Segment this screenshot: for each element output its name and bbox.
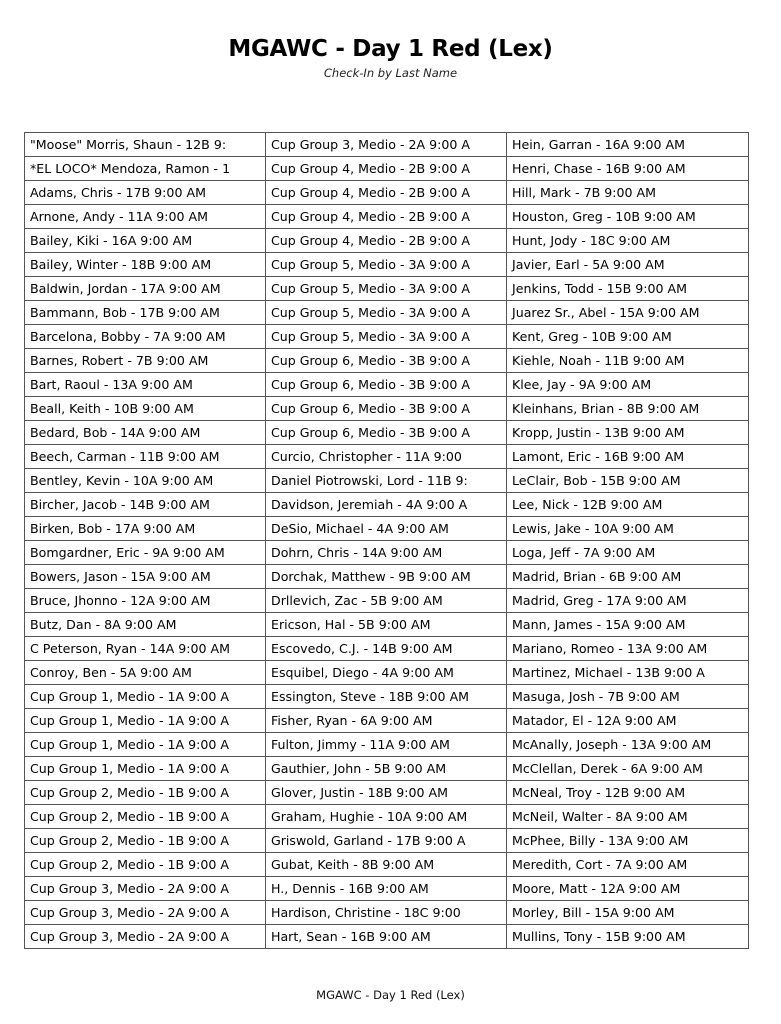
table-cell: Arnone, Andy - 11A 9:00 AM (25, 205, 266, 229)
table-cell: McNeil, Walter - 8A 9:00 AM (507, 805, 749, 829)
table-cell: Baldwin, Jordan - 17A 9:00 AM (25, 277, 266, 301)
table-cell: Hart, Sean - 16B 9:00 AM (266, 925, 507, 949)
table-row (25, 229, 749, 253)
table-cell: Kent, Greg - 10B 9:00 AM (507, 325, 749, 349)
table-cell: Klee, Jay - 9A 9:00 AM (507, 373, 749, 397)
table-cell: Hunt, Jody - 18C 9:00 AM (507, 229, 749, 253)
table-cell: Bircher, Jacob - 14B 9:00 AM (25, 493, 266, 517)
table-cell: Daniel Piotrowski, Lord - 11B 9: (266, 469, 507, 493)
table-cell: Cup Group 2, Medio - 1B 9:00 A (25, 781, 266, 805)
table-cell: Fulton, Jimmy - 11A 9:00 AM (266, 733, 507, 757)
table-row (25, 637, 749, 661)
table-row (25, 373, 749, 397)
table-row (25, 781, 749, 805)
table-cell: Cup Group 4, Medio - 2B 9:00 A (266, 157, 507, 181)
table-cell: Cup Group 4, Medio - 2B 9:00 A (266, 229, 507, 253)
table-row (25, 469, 749, 493)
table-cell: Cup Group 4, Medio - 2B 9:00 A (266, 181, 507, 205)
table-row (25, 733, 749, 757)
table-cell: Cup Group 3, Medio - 2A 9:00 A (25, 925, 266, 949)
table-cell: Bailey, Kiki - 16A 9:00 AM (25, 229, 266, 253)
table-cell: Butz, Dan - 8A 9:00 AM (25, 613, 266, 637)
table-cell: Davidson, Jeremiah - 4A 9:00 A (266, 493, 507, 517)
table-cell: Bentley, Kevin - 10A 9:00 AM (25, 469, 266, 493)
table-cell: Cup Group 3, Medio - 2A 9:00 A (25, 877, 266, 901)
table-row (25, 157, 749, 181)
table-cell: Kropp, Justin - 13B 9:00 AM (507, 421, 749, 445)
table-cell: Beech, Carman - 11B 9:00 AM (25, 445, 266, 469)
table-cell: Esquibel, Diego - 4A 9:00 AM (266, 661, 507, 685)
table-cell: Cup Group 6, Medio - 3B 9:00 A (266, 373, 507, 397)
table-cell: Cup Group 6, Medio - 3B 9:00 A (266, 349, 507, 373)
table-cell: Cup Group 1, Medio - 1A 9:00 A (25, 757, 266, 781)
table-cell: Javier, Earl - 5A 9:00 AM (507, 253, 749, 277)
table-cell: Hardison, Christine - 18C 9:00 (266, 901, 507, 925)
table-cell: Jenkins, Todd - 15B 9:00 AM (507, 277, 749, 301)
table-row (25, 901, 749, 925)
table-row (25, 925, 749, 949)
table-row (25, 301, 749, 325)
table-row (25, 613, 749, 637)
table-cell: Madrid, Brian - 6B 9:00 AM (507, 565, 749, 589)
table-row (25, 829, 749, 853)
table-cell: Loga, Jeff - 7A 9:00 AM (507, 541, 749, 565)
table-cell: C Peterson, Ryan - 14A 9:00 AM (25, 637, 266, 661)
table-cell: Bedard, Bob - 14A 9:00 AM (25, 421, 266, 445)
table-row (25, 349, 749, 373)
table-row (25, 253, 749, 277)
table-cell: Cup Group 5, Medio - 3A 9:00 A (266, 325, 507, 349)
table-cell: McClellan, Derek - 6A 9:00 AM (507, 757, 749, 781)
table-cell: McNeal, Troy - 12B 9:00 AM (507, 781, 749, 805)
table-cell: Drllevich, Zac - 5B 9:00 AM (266, 589, 507, 613)
table-cell: Lewis, Jake - 10A 9:00 AM (507, 517, 749, 541)
table-cell: Mann, James - 15A 9:00 AM (507, 613, 749, 637)
table-row (25, 589, 749, 613)
table-cell: Madrid, Greg - 17A 9:00 AM (507, 589, 749, 613)
table-cell: Lee, Nick - 12B 9:00 AM (507, 493, 749, 517)
table-row (25, 877, 749, 901)
check-in-table (24, 132, 749, 949)
table-cell: Cup Group 4, Medio - 2B 9:00 A (266, 205, 507, 229)
table-row (25, 541, 749, 565)
table-cell: Bammann, Bob - 17B 9:00 AM (25, 301, 266, 325)
page-title: MGAWC - Day 1 Red (Lex) (228, 36, 553, 62)
table-row (25, 397, 749, 421)
table-cell: Hill, Mark - 7B 9:00 AM (507, 181, 749, 205)
table-cell: Conroy, Ben - 5A 9:00 AM (25, 661, 266, 685)
table-row (25, 685, 749, 709)
table-row (25, 133, 749, 157)
table-cell: Dohrn, Chris - 14A 9:00 AM (266, 541, 507, 565)
table-cell: Cup Group 6, Medio - 3B 9:00 A (266, 421, 507, 445)
check-in-table-body (25, 133, 749, 949)
table-cell: Barnes, Robert - 7B 9:00 AM (25, 349, 266, 373)
table-cell: Cup Group 5, Medio - 3A 9:00 A (266, 277, 507, 301)
table-cell: Essington, Steve - 18B 9:00 AM (266, 685, 507, 709)
table-cell: Cup Group 5, Medio - 3A 9:00 A (266, 301, 507, 325)
table-cell: Cup Group 1, Medio - 1A 9:00 A (25, 709, 266, 733)
table-cell: Juarez Sr., Abel - 15A 9:00 AM (507, 301, 749, 325)
table-cell: LeClair, Bob - 15B 9:00 AM (507, 469, 749, 493)
table-row (25, 661, 749, 685)
table-cell: Cup Group 6, Medio - 3B 9:00 A (266, 397, 507, 421)
table-cell: Escovedo, C.J. - 14B 9:00 AM (266, 637, 507, 661)
table-cell: Matador, El - 12A 9:00 AM (507, 709, 749, 733)
table-row (25, 853, 749, 877)
table-cell: Bowers, Jason - 15A 9:00 AM (25, 565, 266, 589)
table-cell: Mariano, Romeo - 13A 9:00 AM (507, 637, 749, 661)
table-cell: Cup Group 3, Medio - 2A 9:00 A (25, 901, 266, 925)
table-cell: Gauthier, John - 5B 9:00 AM (266, 757, 507, 781)
table-cell: H., Dennis - 16B 9:00 AM (266, 877, 507, 901)
table-cell: Adams, Chris - 17B 9:00 AM (25, 181, 266, 205)
table-cell: Griswold, Garland - 17B 9:00 A (266, 829, 507, 853)
table-cell: Henri, Chase - 16B 9:00 AM (507, 157, 749, 181)
table-cell: Ericson, Hal - 5B 9:00 AM (266, 613, 507, 637)
table-row (25, 565, 749, 589)
table-cell: Meredith, Cort - 7A 9:00 AM (507, 853, 749, 877)
table-cell: Lamont, Eric - 16B 9:00 AM (507, 445, 749, 469)
table-cell: Moore, Matt - 12A 9:00 AM (507, 877, 749, 901)
table-cell: Bruce, Jhonno - 12A 9:00 AM (25, 589, 266, 613)
table-row (25, 493, 749, 517)
table-cell: Glover, Justin - 18B 9:00 AM (266, 781, 507, 805)
table-row (25, 445, 749, 469)
table-cell: Graham, Hughie - 10A 9:00 AM (266, 805, 507, 829)
table-cell: Houston, Greg - 10B 9:00 AM (507, 205, 749, 229)
table-cell: Masuga, Josh - 7B 9:00 AM (507, 685, 749, 709)
table-row (25, 325, 749, 349)
table-cell: Mullins, Tony - 15B 9:00 AM (507, 925, 749, 949)
table-cell: Cup Group 1, Medio - 1A 9:00 A (25, 685, 266, 709)
table-cell: DeSio, Michael - 4A 9:00 AM (266, 517, 507, 541)
table-cell: Kiehle, Noah - 11B 9:00 AM (507, 349, 749, 373)
table-cell: Hein, Garran - 16A 9:00 AM (507, 133, 749, 157)
table-cell: Gubat, Keith - 8B 9:00 AM (266, 853, 507, 877)
table-cell: Beall, Keith - 10B 9:00 AM (25, 397, 266, 421)
table-cell: McAnally, Joseph - 13A 9:00 AM (507, 733, 749, 757)
table-cell: *EL LOCO* Mendoza, Ramon - 1 (25, 157, 266, 181)
page-subtitle: Check-In by Last Name (323, 66, 458, 80)
table-cell: Cup Group 5, Medio - 3A 9:00 A (266, 253, 507, 277)
table-cell: Bomgardner, Eric - 9A 9:00 AM (25, 541, 266, 565)
table-row (25, 517, 749, 541)
table-cell: Dorchak, Matthew - 9B 9:00 AM (266, 565, 507, 589)
table-cell: Birken, Bob - 17A 9:00 AM (25, 517, 266, 541)
table-cell: "Moose" Morris, Shaun - 12B 9: (25, 133, 266, 157)
table-row (25, 805, 749, 829)
table-cell: Martinez, Michael - 13B 9:00 A (507, 661, 749, 685)
table-row (25, 757, 749, 781)
table-row (25, 421, 749, 445)
table-cell: Cup Group 1, Medio - 1A 9:00 A (25, 733, 266, 757)
table-row (25, 181, 749, 205)
table-row (25, 709, 749, 733)
table-cell: Bailey, Winter - 18B 9:00 AM (25, 253, 266, 277)
table-cell: Morley, Bill - 15A 9:00 AM (507, 901, 749, 925)
table-cell: McPhee, Billy - 13A 9:00 AM (507, 829, 749, 853)
table-cell: Kleinhans, Brian - 8B 9:00 AM (507, 397, 749, 421)
table-cell: Cup Group 2, Medio - 1B 9:00 A (25, 853, 266, 877)
table-row (25, 277, 749, 301)
table-cell: Curcio, Christopher - 11A 9:00 (266, 445, 507, 469)
table-cell: Cup Group 2, Medio - 1B 9:00 A (25, 829, 266, 853)
table-cell: Cup Group 3, Medio - 2A 9:00 A (266, 133, 507, 157)
table-row (25, 205, 749, 229)
table-cell: Cup Group 2, Medio - 1B 9:00 A (25, 805, 266, 829)
table-cell: Fisher, Ryan - 6A 9:00 AM (266, 709, 507, 733)
page-footer: MGAWC - Day 1 Red (Lex) (316, 988, 465, 1002)
table-cell: Bart, Raoul - 13A 9:00 AM (25, 373, 266, 397)
table-cell: Barcelona, Bobby - 7A 9:00 AM (25, 325, 266, 349)
